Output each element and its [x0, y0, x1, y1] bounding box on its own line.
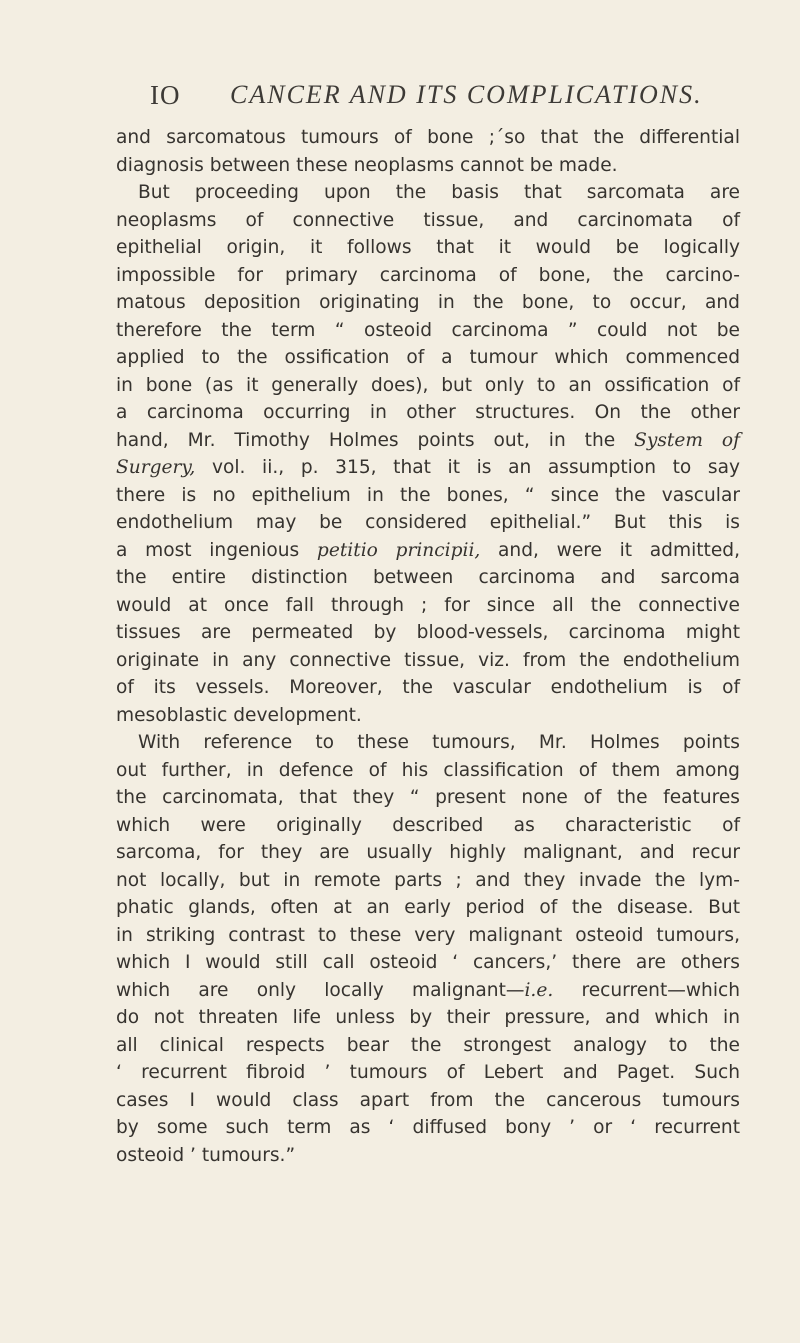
text-line [116, 949, 740, 977]
text-segment: sarcoma, for they are usually highly malignant, and recur [116, 842, 740, 863]
text-line [116, 317, 740, 345]
text-segment: applied to the ossification of a tumour which commenced [116, 347, 740, 368]
italic-text: System of [634, 429, 740, 451]
text-segment: all clinical respects bear the strongest analogy to the [116, 1034, 740, 1056]
text-line [116, 234, 740, 262]
text-line [116, 537, 740, 565]
body-text [116, 124, 740, 1169]
text-line [116, 262, 740, 290]
italic-text: i.e. [524, 979, 554, 1001]
text-segment: recurrent—which [553, 979, 740, 1001]
text-line [116, 427, 740, 455]
text-segment: there is no epithelium in the bones, “ since the vascular [116, 484, 740, 506]
text-segment: ‘ recurrent fibroid ’ tumours of Lebert and Paget. Such [116, 1062, 740, 1083]
text-segment: which I would still call osteoid ‘ cancers,’ there are others [116, 952, 740, 973]
text-line [116, 894, 740, 922]
text-segment: and sarcomatous tumours of bone ;´so that the differential [116, 127, 740, 148]
text-line [116, 839, 740, 867]
text-segment: which were originally described as characteristic of [116, 814, 740, 836]
text-line [116, 509, 740, 537]
text-line [116, 757, 740, 785]
text-line [116, 784, 740, 812]
text-line [116, 867, 740, 895]
text-line [116, 647, 740, 675]
text-line [116, 922, 740, 950]
text-segment: would at once fall through ; for since all the connective [116, 594, 740, 616]
text-segment: tissues are permeated by blood-vessels, carcinoma might [116, 622, 740, 643]
text-line [116, 207, 740, 235]
text-segment: hand, Mr. Timothy Holmes points out, in the [116, 429, 635, 451]
text-line [116, 564, 740, 592]
text-segment: by some such term as ‘ diffused bony ’ or ‘ recurrent [116, 1117, 740, 1138]
text-segment: cases I would class apart from the cancerous tumours [116, 1089, 740, 1111]
text-segment: But proceeding upon the basis that sarcomata are [138, 182, 740, 203]
page-number: IO [150, 80, 181, 110]
text-line [116, 152, 740, 180]
text-segment: epithelial origin, it follows that it would be logically [116, 237, 740, 258]
text-segment: With reference to these tumours, Mr. Holmes points [138, 732, 740, 753]
text-segment: and, were it admitted, [480, 539, 740, 561]
running-title: CANCER AND ITS COMPLICATIONS. [230, 80, 703, 109]
text-line [116, 482, 740, 510]
text-line [116, 399, 740, 427]
text-line [116, 1142, 740, 1170]
text-segment: the entire distinction between carcinoma and sarcoma [116, 567, 740, 588]
text-segment: which are only locally malignant— [116, 979, 525, 1001]
text-line [116, 702, 740, 730]
running-head [0, 80, 800, 116]
text-line [116, 812, 740, 840]
text-line [116, 1032, 740, 1060]
text-line [116, 179, 740, 207]
text-segment: in striking contrast to these very malignant osteoid tumours, [116, 924, 740, 946]
text-segment: vol. ii., p. 315, that it is an assumption to say [195, 457, 740, 478]
text-line [116, 1114, 740, 1142]
text-segment: of its vessels. Moreover, the vascular endothelium is of [116, 677, 740, 698]
text-segment: endothelium may be considered epithelial.” But this is [116, 512, 740, 533]
text-line [116, 1004, 740, 1032]
text-segment: mesoblastic development. [116, 704, 362, 726]
text-line [116, 674, 740, 702]
text-segment: diagnosis between these neoplasms cannot be made. [116, 154, 618, 176]
text-segment: matous deposition originating in the bone, to occur, and [116, 292, 740, 313]
text-line [116, 124, 740, 152]
text-line [116, 289, 740, 317]
text-line [116, 372, 740, 400]
text-line [116, 1059, 740, 1087]
text-line [116, 454, 740, 482]
text-line [116, 977, 740, 1005]
text-segment: out further, in defence of his classification of them among [116, 759, 740, 781]
text-line [116, 592, 740, 620]
text-line [116, 1087, 740, 1115]
text-segment: originate in any connective tissue, viz. from the endothelium [116, 649, 740, 671]
text-segment: phatic glands, often at an early period of the disease. But [116, 897, 740, 918]
text-segment: therefore the term “ osteoid carcinoma ” could not be [116, 319, 740, 341]
text-segment: do not threaten life unless by their pressure, and which in [116, 1007, 740, 1028]
text-segment: in bone (as it generally does), but only to an ossification of [116, 374, 740, 396]
text-segment: neoplasms of connective tissue, and carcinomata of [116, 209, 740, 231]
text-line [116, 729, 740, 757]
italic-text: Surgery, [116, 457, 196, 478]
text-segment: osteoid ’ tumours.” [116, 1144, 296, 1166]
text-line [116, 619, 740, 647]
text-segment: not locally, but in remote parts ; and they invade the lym- [116, 869, 740, 891]
text-segment: a most ingenious [116, 539, 317, 561]
text-segment: the carcinomata, that they “ present none of the features [116, 787, 740, 808]
text-line [116, 344, 740, 372]
italic-text: petitio principii, [316, 539, 481, 561]
text-segment: impossible for primary carcinoma of bone, the carcino- [116, 264, 740, 286]
text-segment: a carcinoma occurring in other structures. On the other [116, 402, 740, 423]
